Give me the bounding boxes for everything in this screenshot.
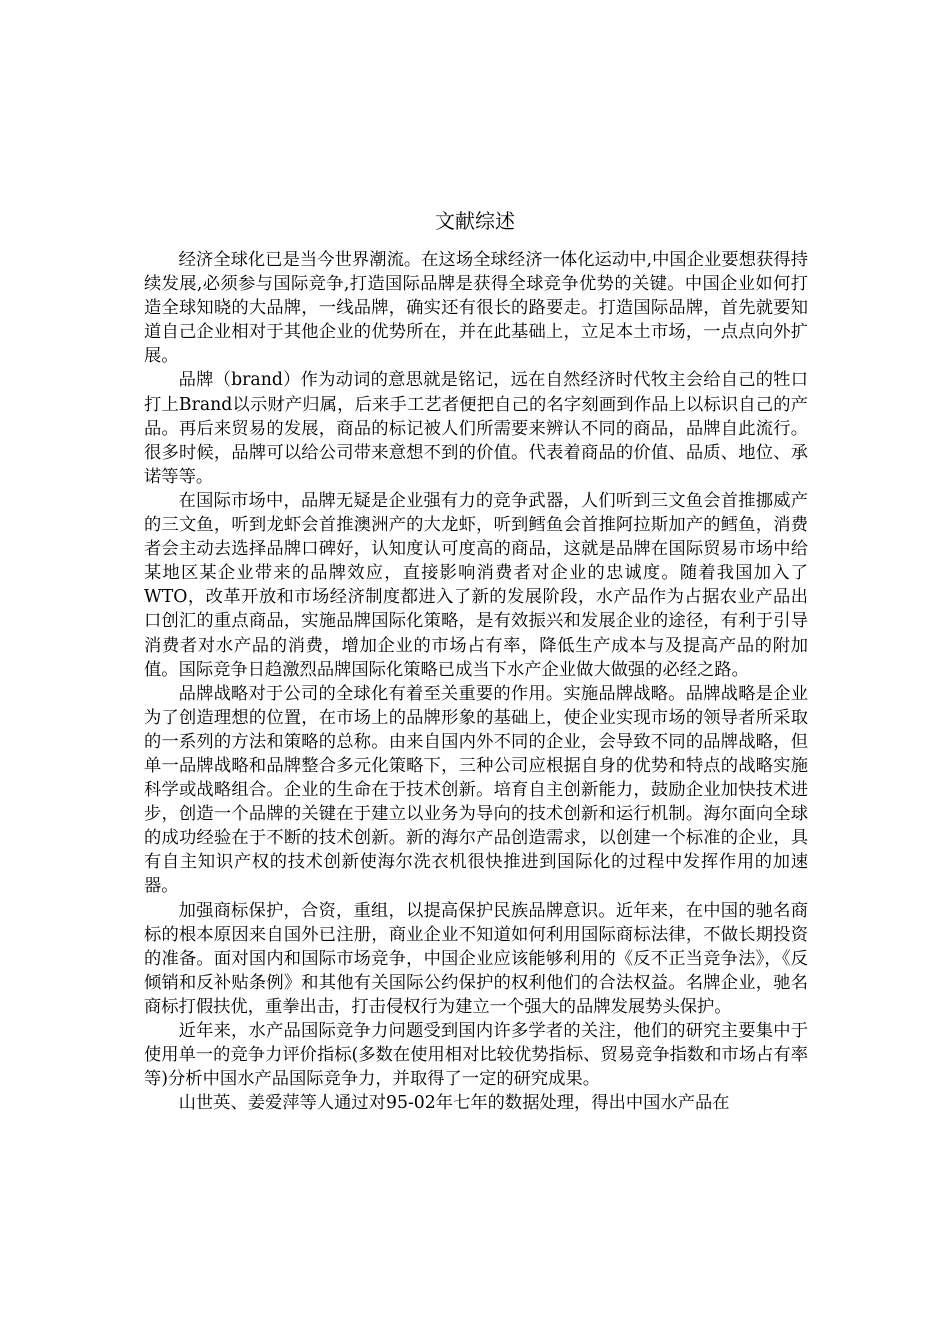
document-title: 文献综述 [435, 209, 515, 233]
paragraph-trademark-protection: 加强商标保护，合资，重组，以提高保护民族品牌意识。近年来，在中国的驰名商标的根本原因来自国外已注册，商业企业不知道如何利用国际商标法律，不做长期投资的准备。面对国内和国际市场竞争，中国企业应该能够利用的《反不正当竞争法》，《反倾销和反补贴条例》和其他有关国际公约保护的权利他们的合法权益。名牌企业，驰名商标打假扶优，重拳出击，打击侵权行为建立一个强大的品牌发展势头保护。 [144, 900, 808, 1017]
document-body [144, 248, 808, 1115]
paragraph-competitiveness-research: 近年来，水产品国际竞争力问题受到国内许多学者的关注，他们的研究主要集中于使用单一的竞争力评价指标(多数在使用相对比较优势指标、贸易竞争指数和市场占有率等)分析中国水产品国际竞争力，并取得了一定的研究成果。 [144, 1021, 808, 1090]
paragraph-international-market: 在国际市场中，品牌无疑是企业强有力的竞争武器，人们听到三文鱼会首推挪威产的三文鱼，听到龙虾会首推澳洲产的大龙虾，听到鳕鱼会首推阿拉斯加产的鳕鱼，消费者会主动去选择品牌口碑好，认知度认可度高的商品，这就是品牌在国际贸易市场中给某地区某企业带来的品牌效应，直接影响消费者对企业的忠诚度。随着我国加入了WTO，改革开放和市场经济制度都进入了新的发展阶段，水产品作为占据农业产品出口创汇的重点商品，实施品牌国际化策略，是有效振兴和发展企业的途径，有利于引导消费者对水产品的消费，增加企业的市场占有率，降低生产成本与及提高产品的附加值。国际竞争日趋激烈品牌国际化策略已成当下水产企业做大做强的必经之路。 [144, 490, 808, 680]
paragraph-brand-strategy: 品牌战略对于公司的全球化有着至关重要的作用。实施品牌战略。品牌战略是企业为了创造理想的位置，在市场上的品牌形象的基础上，使企业实现市场的领导者所采取的一系列的方法和策略的总称。由来自国内外不同的企业，会导致不同的品牌战略，但单一品牌战略和品牌整合多元化策略下，三种公司应根据自身的优势和特点的战略实施科学或战略组合。企业的生命在于技术创新。培育自主创新能力，鼓励企业加快技术进步，创造一个品牌的关键在于建立以业务为导向的技术创新和运行机制。海尔面向全球的成功经验在于不断的技术创新。新的海尔产品创造需求，以创建一个标准的企业，具有自主知识产权的技术创新使海尔洗衣机很快推进到国际化的过程中发挥作用的加速器。 [144, 683, 808, 897]
paragraph-brand-definition: 品牌（brand）作为动词的意思就是铭记，远在自然经济时代牧主会给自己的牲口打上Brand以示财产归属，后来手工艺者便把自己的名字刻画到作品上以标识自己的产品。再后来贸易的发展，商品的标记被人们所需要来辨认不同的商品，品牌自此流行。很多时候，品牌可以给公司带来意想不到的价值。代表着商品的价值、品质、地位、承诺等等。 [144, 370, 808, 487]
paragraph-shan-jiang-study: 山世英、姜爱萍等人通过对95-02年七年的数据处理，得出中国水产品在 [178, 1093, 730, 1114]
paragraph-intro: 经济全球化已是当今世界潮流。在这场全球经济一体化运动中,中国企业要想获得持续发展,必须参与国际竞争,打造国际品牌是获得全球竞争优势的关键。中国企业如何打造全球知晓的大品牌，一线品牌，确实还有很长的路要走。打造国际品牌，首先就要知道自己企业相对于其他企业的优势所在，并在此基础上，立足本土市场，一点点向外扩展。 [144, 250, 808, 367]
